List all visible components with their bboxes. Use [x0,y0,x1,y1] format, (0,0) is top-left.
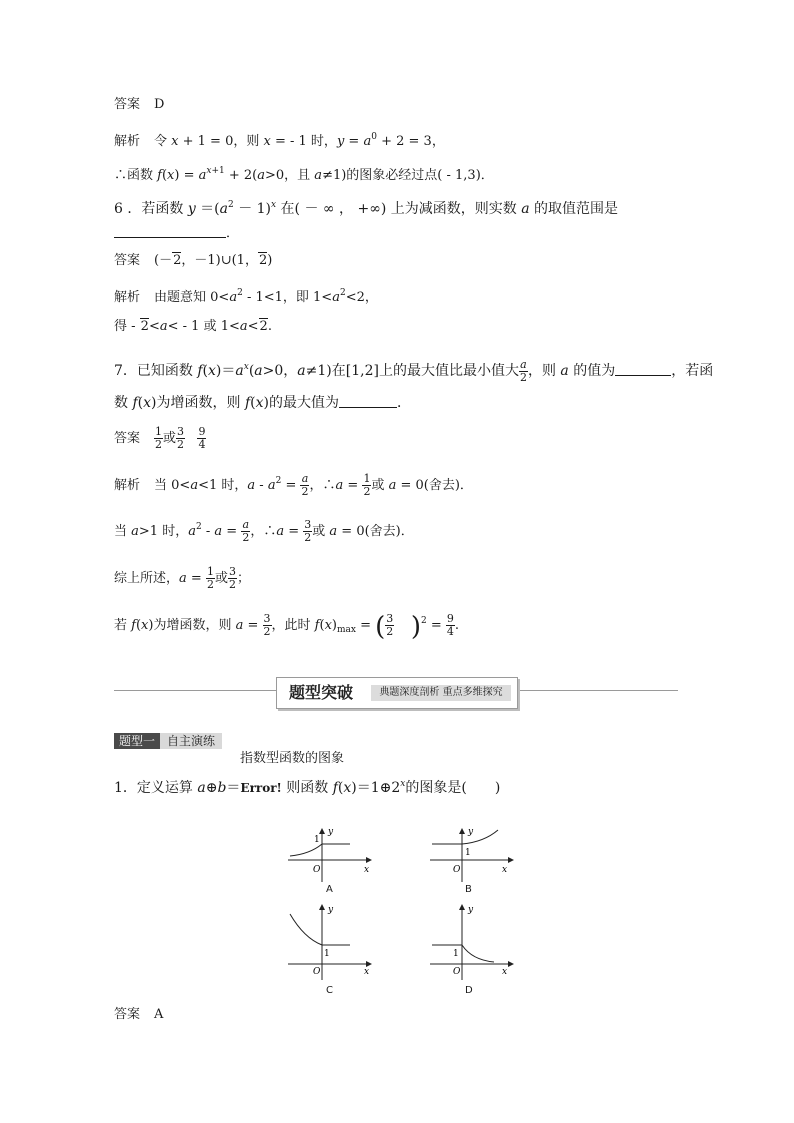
answer-7: 答案 $\frac{1}{2}$ 或 $\frac{3}{2}$ $\frac{9}{4}$ [114,425,206,451]
svg-text:x: x [502,967,508,977]
graph-c [286,904,372,982]
svg-text:y: y [468,828,474,837]
explanation-7-line-2: 当 a>1 时，$a^2$ - a = $\frac{a}{2}$ ，∴a = $\frac{3}{2}$ 或 a = 0(舍去)． [114,518,414,544]
banner-rule-right [520,690,678,691]
graph-a [286,828,372,884]
graph-b [428,828,514,884]
origin-label: O [313,865,321,875]
explanation-7-line-3: 综上所述，a = $\frac{1}{2}$ 或 $\frac{3}{2}$ ； [114,565,250,591]
svg-text:O: O [453,865,461,875]
banner-rule-left [114,690,276,691]
svg-text:x: x [364,967,370,977]
graph-b-caption: B [465,884,472,895]
svg-text:y: y [468,905,474,915]
topic-tag [114,733,222,749]
one-label: 1 [314,835,320,845]
svg-text:O: O [453,967,461,977]
svg-text:x: x [502,865,508,875]
x-label: x [364,865,370,875]
question-7-line-1: 7．已知函数 $f(x)=a^x(a>0$，a≠1)在[1,2]上的最大值比最小值大 $\frac{a}{2}$ ，则 a 的值为 ，若函 [114,357,714,384]
explanation-5: 解析 令 x + 1 = 0，则 x = - 1 时，$y = a^0 + 2 = 3$， [114,132,445,149]
svg-text:1: 1 [324,949,330,959]
tag-dark: 题型一 [114,733,160,749]
explanation-6-cont: 得 - 2<a< - 1 或 1<a<2. [114,319,272,334]
explanation-label: 解析 [114,134,141,149]
banner-title: 题型突破 [288,683,353,702]
answer-1: 答案 A [114,1007,164,1022]
graph-d [428,904,514,982]
question-7-line-2: 数 f(x)为增函数，则 f(x)的最大值为 ． [114,395,411,411]
svg-text:O: O [313,967,321,977]
graph-a-caption: A [326,884,333,895]
explanation-6: 解析 由题意知 $0<a^2 - 1<1$，即 $1<a^2<2$， [114,288,378,305]
explanation-7-line-1: 解析 当 0<a<1 时，a - $a^2$ = $\frac{a}{2}$ ，∴a = $\frac{1}{2}$ 或 a = 0(舍去)． [114,472,473,498]
banner-subtitle: 典题深度剖析 重点多维探究 [371,685,511,701]
section-banner [276,677,518,709]
question-6: 6 ．若函数 $y =(a^2 - 1)^x$ 在( － ∞ ， +∞) 上为减函数，则实数 a 的取值范围是 [114,200,619,217]
svg-text:1: 1 [465,848,471,858]
topic-title: 指数型函数的图象 [240,751,345,766]
graph-d-caption: D [465,985,473,996]
y-label: y [328,828,334,837]
answer-6: 答案 (－2，－1)∪(1，2) [114,253,273,268]
svg-text:1: 1 [453,949,459,959]
explanation-5-cont: ∴函数 $f(x) = a^{x+1} + 2(a>0$，且 a≠1)的图象必经过点( - 1,3)． [114,166,494,183]
tag-light: 自主演练 [160,733,222,749]
svg-text:y: y [328,905,334,915]
question-6-blank: ． [114,224,239,243]
question-1: 1．定义运算 a⊕b＝Error! 则函数 $f(x)=1\oplus 2^x$的图象是( ) [114,779,501,796]
answer-5 [114,96,164,114]
explanation-7-line-4: 若 f(x)为增函数，则 a = $\frac{3}{2}$ ，此时 $f(x)_{max}$ = ( $\frac{3}{2}$ )$^2$ = $\frac{9}{4}$ . [114,612,460,642]
answer-label: 答案 [114,97,141,112]
answer-value: D [154,97,165,112]
graph-c-caption: C [326,985,333,996]
answer-blank [114,224,226,238]
